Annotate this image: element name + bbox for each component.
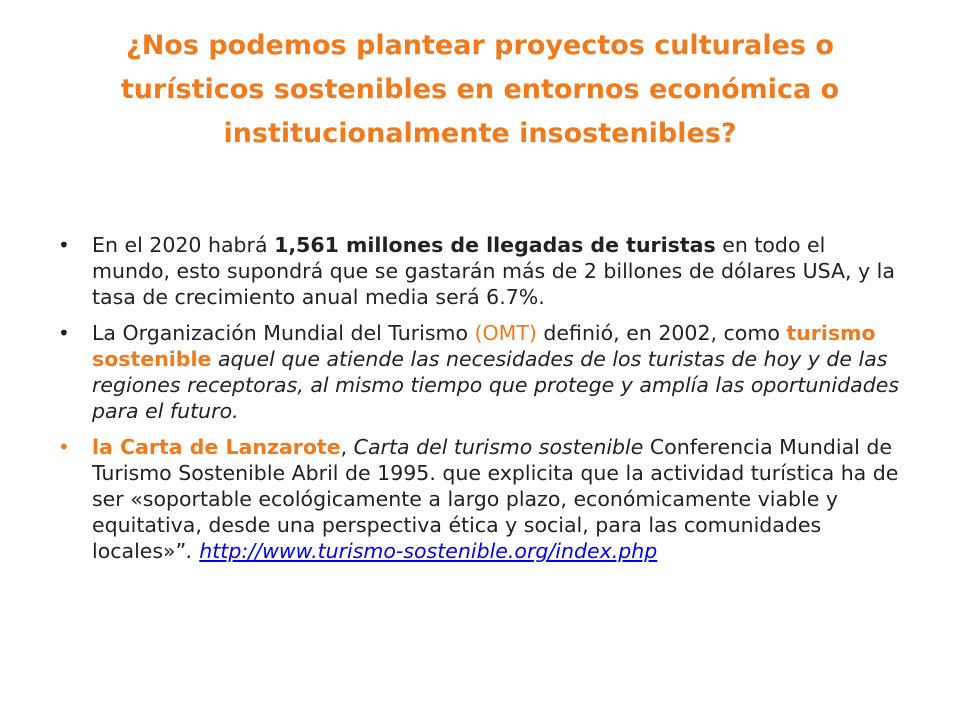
bullet-3-period: . — [186, 539, 200, 563]
bullet-1-highlight: 1,561 millones de llegadas de turistas — [274, 233, 716, 257]
bullet-marker: • — [58, 233, 70, 257]
slide-title — [80, 24, 880, 156]
title-line-1: ¿Nos podemos plantear proyectos culturales o — [126, 30, 834, 61]
bullet-3-text: Conferencia Mundial de Turismo Sostenible Abril de 1995. que explicita que la actividad turística ha de ser «soportable ecológicamente a largo plazo, económicamente viable y equitativa, desde una perspectiva ética y social, para las comunidades locales»” — [92, 435, 899, 563]
bullet-1-text-a: En el 2020 habrá — [92, 233, 275, 257]
bullet-item-lanzarote — [58, 434, 904, 564]
bullet-2-definition: aquel que atiende las necesidades de los turistas de hoy y de las regiones receptoras, al mismo tiempo que protege y amplía las oportunidades para el futuro. — [92, 347, 899, 423]
bullet-2-term: turismo sostenible — [92, 321, 876, 371]
bullet-3-heading: la Carta de Lanzarote — [92, 435, 341, 459]
turismo-sostenible-link[interactable]: http://www.turismo-sostenible.org/index.php — [199, 539, 658, 563]
bullet-marker: • — [58, 321, 70, 345]
bullet-2-omt: (OMT) — [474, 321, 537, 345]
bullet-list — [58, 232, 904, 564]
bullet-2-text-a: La Organización Mundial del Turismo — [92, 321, 475, 345]
bullet-3-comma: , — [340, 435, 354, 459]
bullet-1-text-b: en todo el mundo, esto supondrá que se gastarán más de 2 billones de dólares USA, y la tasa de crecimiento anual media será 6.7%. — [92, 233, 895, 309]
bullet-marker: • — [58, 435, 70, 459]
title-line-2: turísticos sostenibles en entornos económica o — [120, 74, 840, 105]
bullet-3-charter: Carta del turismo sostenible — [353, 435, 644, 459]
bullet-item-omt-definition — [58, 320, 904, 424]
slide-content — [58, 232, 904, 574]
title-line-3: institucionalmente insostenibles? — [223, 118, 737, 149]
bullet-2-text-b: definió, en 2002, como — [536, 321, 787, 345]
bullet-item-tourist-arrivals — [58, 232, 904, 310]
